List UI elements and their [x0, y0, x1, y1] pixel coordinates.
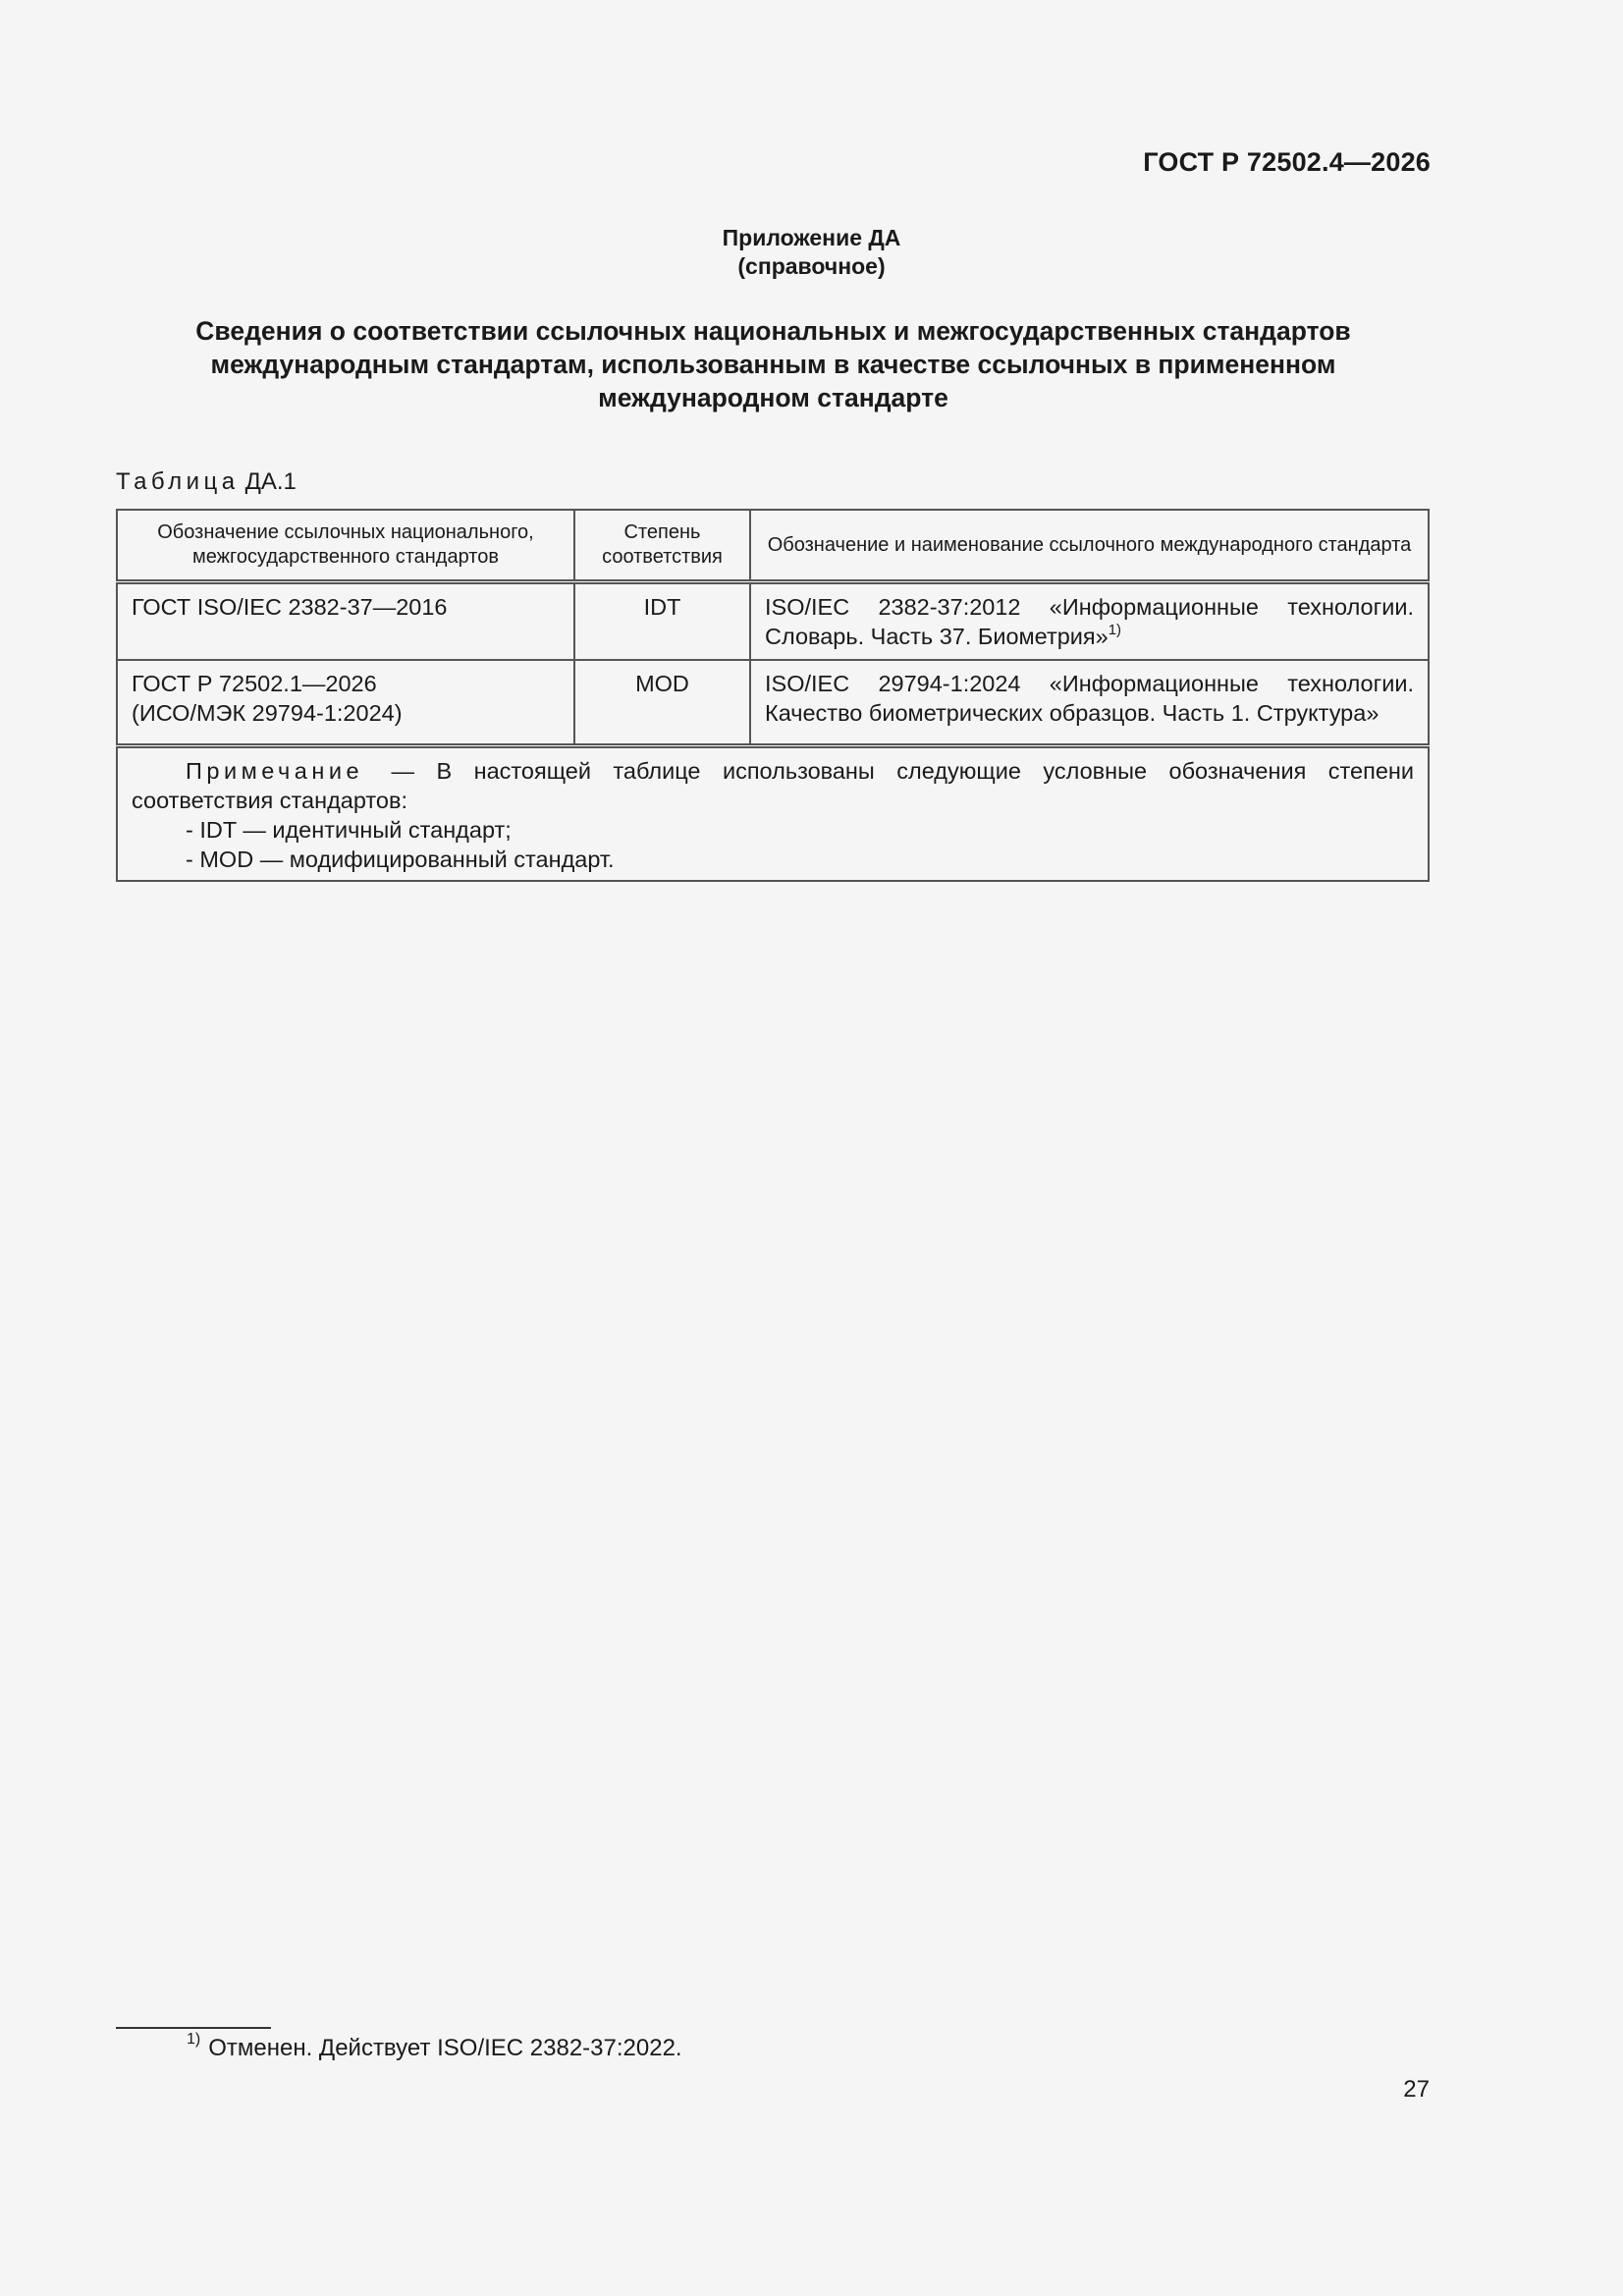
footnote: [187, 2031, 682, 2062]
note-text: — В настоящей таблице использованы следующие условные обозначения степени соответствия стандартов:: [132, 758, 1414, 813]
section-title: [116, 314, 1431, 414]
header-degree: Степень соответствия: [574, 510, 750, 582]
cell-degree: MOD: [574, 660, 750, 746]
cell-line: Качество биометрических образцов. Часть 1. Структура»: [765, 700, 1380, 726]
header-national-standard: Обозначение ссылочных национального, межгосударственного стандартов: [117, 510, 574, 582]
table-caption-number: ДА.1: [244, 468, 297, 495]
note-list-item: - IDT — идентичный стандарт;: [186, 817, 512, 843]
footnote-reference: 1): [1108, 622, 1122, 638]
cell-line-text: Словарь. Часть 37. Биометрия»: [765, 624, 1109, 649]
note-paragraph: [132, 756, 1414, 815]
cell-line: ISO/IEC 2382-37:2012 «Информационные технологии.: [765, 594, 1414, 620]
cell-international-standard: [750, 582, 1429, 661]
cell-degree: IDT: [574, 582, 750, 661]
cell-national-standard: [117, 582, 574, 661]
note-list-item: - MOD — модифицированный стандарт.: [186, 847, 615, 872]
table-header-row: [117, 510, 1429, 582]
cell-line: [765, 622, 1414, 651]
cell-line: ISO/IEC 29794-1:2024 «Информационные технологии.: [765, 671, 1414, 696]
section-title-line: Сведения о соответствии ссылочных национальных и межгосударственных стандартов: [195, 316, 1351, 346]
annex-title: Приложение ДА: [722, 225, 901, 250]
cell-line: (ИСО/МЭК 29794-1:2024): [132, 700, 403, 726]
section-title-line: международном стандарте: [598, 383, 948, 412]
cell-national-standard: [117, 660, 574, 746]
annex-heading: [0, 224, 1623, 281]
cell-line: ГОСТ Р 72502.1—2026: [132, 671, 377, 696]
table-caption-word: Таблица: [116, 468, 240, 495]
table-row: [117, 660, 1429, 746]
footnote-text: Отменен. Действует ISO/IEC 2382-37:2022.: [208, 2035, 682, 2061]
header-international-standard: Обозначение и наименование ссылочного международного стандарта: [750, 510, 1429, 582]
cell-international-standard: [750, 660, 1429, 746]
page-number: 27: [1403, 2076, 1430, 2103]
document-code: ГОСТ Р 72502.4—2026: [1143, 147, 1431, 177]
footnote-mark: 1): [187, 2031, 201, 2048]
table-caption: [116, 468, 297, 496]
correspondence-table: [116, 509, 1430, 882]
cell-line: ГОСТ ISO/IEC 2382-37—2016: [132, 594, 448, 620]
footnote-divider: [116, 2027, 271, 2029]
section-title-line: международным стандартам, использованным в качестве ссылочных в примененном: [210, 350, 1336, 379]
table-note: [117, 746, 1429, 882]
table-note-row: [117, 746, 1429, 882]
annex-subtitle: (справочное): [737, 253, 886, 279]
note-label: Примечание: [186, 758, 364, 784]
table-row: [117, 582, 1429, 661]
